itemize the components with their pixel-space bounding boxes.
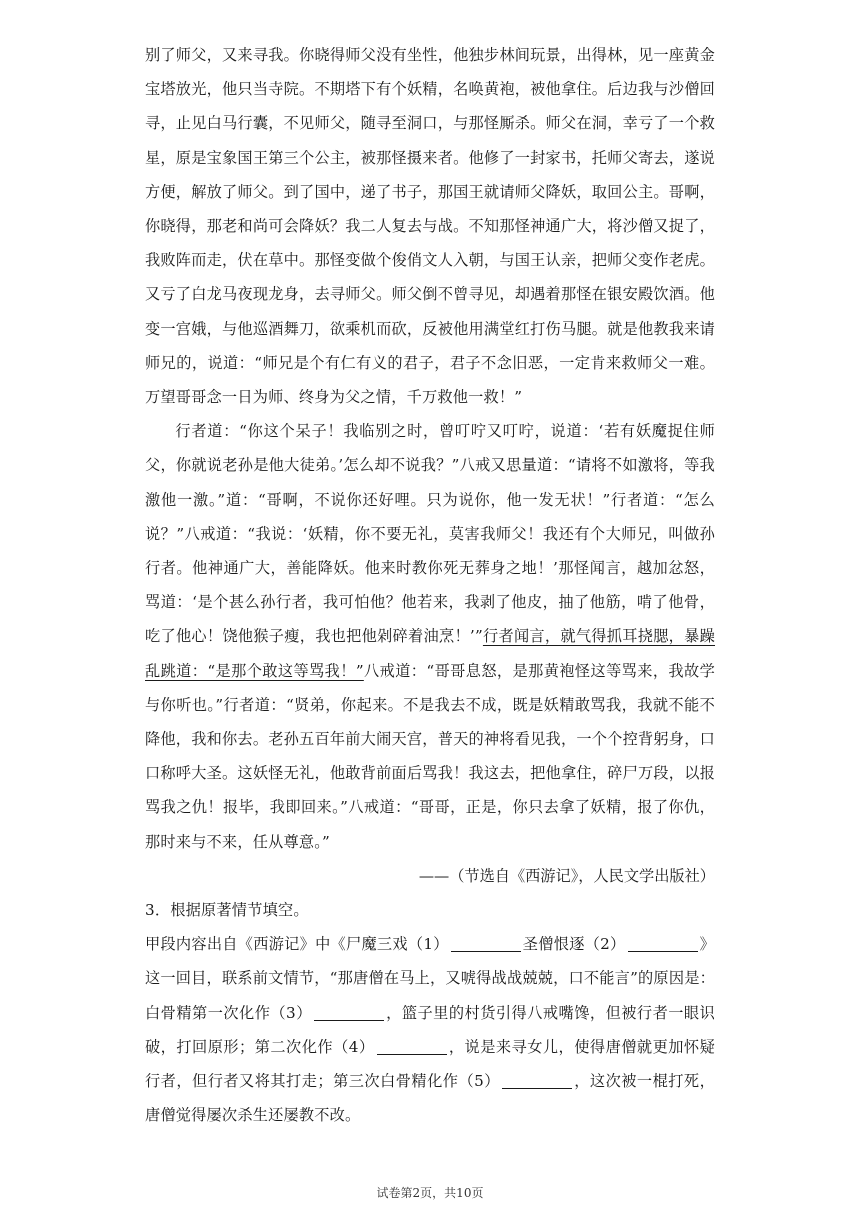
passage-source: ——（节选自《西游记》，人民文学出版社） <box>418 866 715 885</box>
page-content <box>145 38 715 1133</box>
question-text: 甲段内容出自《西游记》中《尸魔三戏（1） <box>145 935 449 954</box>
question-text: 》这一回目，联系前文情节，“那唐僧在马上，又唬得战战兢兢，口不能言”的原因是：白骨精第一次化作（3） <box>145 935 715 1022</box>
answer-blank-5[interactable] <box>502 1072 572 1089</box>
passage-paragraph-2 <box>145 414 715 859</box>
answer-blank-2[interactable] <box>628 935 698 952</box>
passage-paragraph-1: 别了师父，又来寻我。你晓得师父没有坐性，他独步林间玩景，出得林，见一座黄金宝塔放光，他只当寺院。不期塔下有个妖精，名唤黄袍，被他拿住。后边我与沙僧回寻，止见白马行囊，不见师父，随寻至洞口，与那怪厮杀。师父在洞，幸亏了一个救星，原是宝象国王第三个公主，被那怪摄来者。他修了一封家书，托师父寄去，遂说方便，解放了师父。到了国中，递了书子，那国王就请师父降妖，取回公主。哥啊，你晓得，那老和尚可会降妖？我二人复去与战。不知那怪神通广大，将沙僧又捉了，我败阵而走，伏在草中。那怪变做个俊俏文人入朝，与国王认亲，把师父变作老虎。又亏了白龙马夜现龙身，去寻师父。师父倒不曾寻见，却遇着那怪在银安殿饮酒。他变一宫娥，与他巡酒舞刀，欲乘机而砍，反被他用满堂红打伤马腿。就是他教我来请师兄的，说道：“师兄是个有仁有义的君子，君子不念旧恶，一定肯来救师父一难。万望哥哥念一日为师、终身为父之情，千万救他一救！” <box>145 46 715 407</box>
question-text: ，篮子里的村货引得八戒嘴馋，但被行者一眼识破，打回原形；第二次化作（4） <box>145 1003 715 1056</box>
passage-text: 八戒道：“哥哥息怒，是那黄袍怪这等骂来，我故学与你听也。”行者道：“贤弟，你起来。不是我去不成，既是妖精敢骂我，我就不能不降他，我和你去。老孙五百年前大闹天宫，普天的神将看见我，一个个控背躬身，口口称呼大圣。这妖怪无礼，他敢背前面后骂我！我这去，把他拿住，碎尸万段，以报骂我之仇！报毕，我即回来。”八戒道：“哥哥，正是，你只去拿了妖精，报了你仇，那时来与不来，任从尊意。” <box>145 661 715 851</box>
answer-blank-1[interactable] <box>451 935 521 952</box>
question-text: ，这次被一棍打死，唐僧觉得屡次杀生还屡教不改。 <box>145 1072 715 1125</box>
answer-blank-4[interactable] <box>377 1038 447 1055</box>
question-body <box>145 927 715 1132</box>
answer-blank-3[interactable] <box>314 1004 384 1021</box>
question-text: ，说是来寻女儿，使得唐僧就更加怀疑行者，但行者又将其打走；第三次白骨精化作（5） <box>145 1037 715 1091</box>
page-footer: 试卷第2页，共10页 <box>376 1186 484 1200</box>
question-title: 3．根据原著情节填空。 <box>145 901 309 920</box>
underlined-sentence: 行者闻言，就气得抓耳挠腮，暴躁乱跳道：“是那个敢这等骂我！” <box>145 627 716 680</box>
question-text: 圣僧恨逐（2） <box>522 935 626 954</box>
passage-text: 行者道：“你这个呆子！我临别之时，曾叮咛又叮咛，说道：‘若有妖魔捉住师父，你就说老孙是他大徒弟。’怎么却不说我？”八戒又思量道：“请将不如激将，等我激他一激。”道：“哥啊，不说你还好哩。只为说你，他一发无状！”行者道：“怎么说？”八戒道：“我说：‘妖精，你不要无礼，莫害我师父！我还有个大师兄，叫做孙行者。他神通广大，善能降妖。他来时教你死无葬身之地！’那怪闻言，越加忿怒，骂道：‘是个甚么孙行者，我可怕他？他若来，我剥了他皮，抽了他筋，啃了他骨，吃了他心！饶他猴子瘦，我也把他剁碎着油烹！’” <box>145 422 715 646</box>
